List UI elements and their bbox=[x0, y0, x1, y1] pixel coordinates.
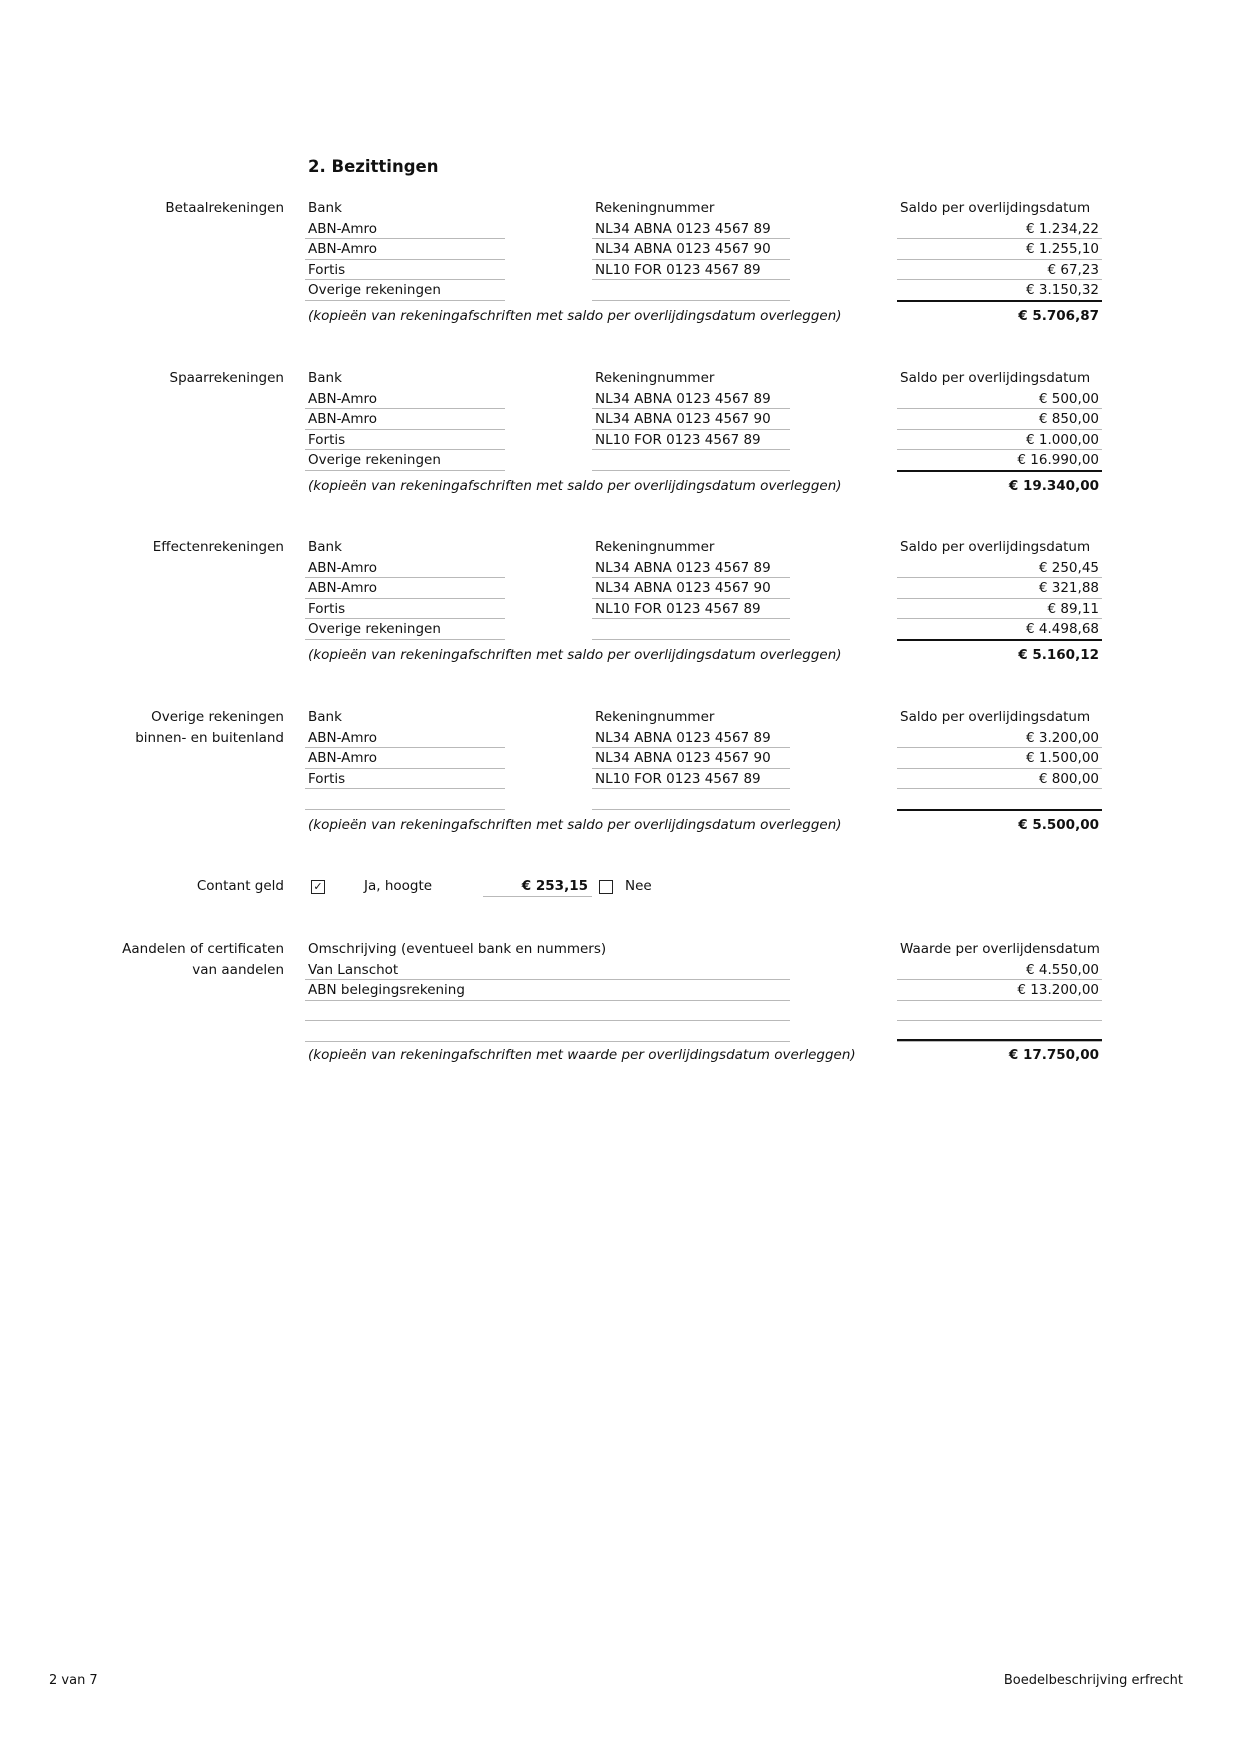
header-balance: Saldo per overlijdingsdatum bbox=[900, 539, 1091, 555]
account-number-field[interactable]: NL34 ABNA 0123 4567 90 bbox=[592, 578, 790, 599]
section-total: € 5.160,12 bbox=[1018, 647, 1099, 663]
account-number-field[interactable] bbox=[592, 450, 790, 471]
section-label-line: Betaalrekeningen bbox=[165, 200, 284, 216]
section-label-line: Overige rekeningen bbox=[151, 709, 284, 725]
share-description-field[interactable]: ABN belegingsrekening bbox=[305, 980, 790, 1001]
bank-field[interactable]: Fortis bbox=[305, 769, 505, 790]
page-number: 2 van 7 bbox=[49, 1673, 98, 1688]
bank-field[interactable]: ABN-Amro bbox=[305, 578, 505, 599]
header-bank: Bank bbox=[308, 200, 342, 216]
account-number-field[interactable] bbox=[592, 280, 790, 301]
header-bank: Bank bbox=[308, 370, 342, 386]
section-note: (kopieën van rekeningafschriften met saldo per overlijdingsdatum overleggen) bbox=[308, 647, 842, 663]
balance-field[interactable]: € 4.498,68 bbox=[897, 619, 1102, 640]
balance-field[interactable]: € 800,00 bbox=[897, 769, 1102, 790]
balance-field[interactable]: € 3.200,00 bbox=[897, 728, 1102, 749]
header-balance: Saldo per overlijdingsdatum bbox=[900, 370, 1091, 386]
account-number-field[interactable] bbox=[592, 619, 790, 640]
share-description-field[interactable]: Van Lanschot bbox=[305, 960, 790, 981]
total-rule bbox=[897, 639, 1102, 641]
account-number-field[interactable]: NL10 FOR 0123 4567 89 bbox=[592, 430, 790, 451]
account-number-field[interactable]: NL34 ABNA 0123 4567 89 bbox=[592, 389, 790, 410]
balance-field[interactable]: € 67,23 bbox=[897, 260, 1102, 281]
section-label-line: Spaarrekeningen bbox=[169, 370, 284, 386]
section-note: (kopieën van rekeningafschriften met saldo per overlijdingsdatum overleggen) bbox=[308, 478, 842, 494]
bank-field[interactable]: ABN-Amro bbox=[305, 409, 505, 430]
cash-no-label: Nee bbox=[625, 878, 652, 894]
share-description-field[interactable] bbox=[305, 1021, 790, 1042]
section-total: € 5.500,00 bbox=[1018, 817, 1099, 833]
section-title: 2. Bezittingen bbox=[308, 157, 439, 176]
header-account: Rekeningnummer bbox=[595, 709, 715, 725]
balance-field[interactable]: € 850,00 bbox=[897, 409, 1102, 430]
check-icon: ✓ bbox=[313, 880, 323, 893]
header-bank: Bank bbox=[308, 539, 342, 555]
bank-field[interactable]: ABN-Amro bbox=[305, 239, 505, 260]
balance-field[interactable]: € 1.234,22 bbox=[897, 219, 1102, 240]
total-rule bbox=[897, 809, 1102, 811]
cash-yes-checkbox[interactable] bbox=[311, 880, 325, 894]
bank-field[interactable]: Fortis bbox=[305, 599, 505, 620]
balance-field[interactable]: € 1.500,00 bbox=[897, 748, 1102, 769]
header-bank: Bank bbox=[308, 709, 342, 725]
account-number-field[interactable]: NL34 ABNA 0123 4567 90 bbox=[592, 409, 790, 430]
bank-field[interactable]: Fortis bbox=[305, 260, 505, 281]
account-number-field[interactable]: NL34 ABNA 0123 4567 90 bbox=[592, 239, 790, 260]
header-account: Rekeningnummer bbox=[595, 200, 715, 216]
balance-field[interactable] bbox=[897, 789, 1102, 810]
bank-field[interactable]: ABN-Amro bbox=[305, 219, 505, 240]
shares-label-line-2: van aandelen bbox=[192, 961, 284, 978]
bank-field[interactable]: Fortis bbox=[305, 430, 505, 451]
section-label bbox=[165, 198, 284, 219]
section-label-line: Effectenrekeningen bbox=[152, 539, 284, 555]
bank-field[interactable]: Overige rekeningen bbox=[305, 619, 505, 640]
header-balance: Saldo per overlijdingsdatum bbox=[900, 200, 1091, 216]
bank-field[interactable] bbox=[305, 789, 505, 810]
header-description: Omschrijving (eventueel bank en nummers) bbox=[308, 941, 607, 957]
section-note: (kopieën van rekeningafschriften met saldo per overlijdingsdatum overleggen) bbox=[308, 308, 842, 324]
account-number-field[interactable]: NL10 FOR 0123 4567 89 bbox=[592, 599, 790, 620]
bank-field[interactable]: ABN-Amro bbox=[305, 748, 505, 769]
section-label bbox=[135, 707, 284, 748]
header-account: Rekeningnummer bbox=[595, 539, 715, 555]
bank-field[interactable]: Overige rekeningen bbox=[305, 280, 505, 301]
balance-field[interactable]: € 321,88 bbox=[897, 578, 1102, 599]
shares-note: (kopieën van rekeningafschriften met waarde per overlijdingsdatum overleggen) bbox=[308, 1047, 856, 1063]
section-label bbox=[170, 368, 285, 389]
account-number-field[interactable]: NL34 ABNA 0123 4567 89 bbox=[592, 219, 790, 240]
section-total: € 5.706,87 bbox=[1018, 308, 1099, 324]
header-balance: Saldo per overlijdingsdatum bbox=[900, 709, 1091, 725]
bank-field[interactable]: ABN-Amro bbox=[305, 389, 505, 410]
account-number-field[interactable]: NL10 FOR 0123 4567 89 bbox=[592, 260, 790, 281]
section-total: € 19.340,00 bbox=[1008, 478, 1099, 494]
shares-label-line-1: Aandelen of certificaten bbox=[122, 941, 284, 957]
cash-amount-field[interactable]: € 253,15 bbox=[483, 876, 592, 897]
shares-total: € 17.750,00 bbox=[1008, 1047, 1099, 1063]
section-note: (kopieën van rekeningafschriften met saldo per overlijdingsdatum overleggen) bbox=[308, 817, 842, 833]
balance-field[interactable]: € 1.000,00 bbox=[897, 430, 1102, 451]
balance-field[interactable]: € 1.255,10 bbox=[897, 239, 1102, 260]
share-description-field[interactable] bbox=[305, 1001, 790, 1022]
cash-label: Contant geld bbox=[196, 878, 284, 894]
account-number-field[interactable]: NL34 ABNA 0123 4567 89 bbox=[592, 558, 790, 579]
total-rule bbox=[897, 470, 1102, 472]
balance-field[interactable]: € 16.990,00 bbox=[897, 450, 1102, 471]
cash-yes-label: Ja, hoogte bbox=[364, 878, 433, 894]
total-rule bbox=[897, 1039, 1102, 1041]
balance-field[interactable]: € 3.150,32 bbox=[897, 280, 1102, 301]
total-rule bbox=[897, 300, 1102, 302]
account-number-field[interactable] bbox=[592, 789, 790, 810]
balance-field[interactable]: € 500,00 bbox=[897, 389, 1102, 410]
account-number-field[interactable]: NL34 ABNA 0123 4567 90 bbox=[592, 748, 790, 769]
shares-label bbox=[122, 939, 284, 980]
share-value-field[interactable]: € 4.550,00 bbox=[897, 960, 1102, 981]
cash-no-checkbox[interactable] bbox=[599, 880, 613, 894]
account-number-field[interactable]: NL10 FOR 0123 4567 89 bbox=[592, 769, 790, 790]
share-value-field[interactable] bbox=[897, 1001, 1102, 1022]
bank-field[interactable]: ABN-Amro bbox=[305, 728, 505, 749]
section-label bbox=[153, 537, 284, 558]
bank-field[interactable]: ABN-Amro bbox=[305, 558, 505, 579]
balance-field[interactable]: € 250,45 bbox=[897, 558, 1102, 579]
section-label-line: binnen- en buitenland bbox=[135, 729, 284, 746]
bank-field[interactable]: Overige rekeningen bbox=[305, 450, 505, 471]
document-title: Boedelbeschrijving erfrecht bbox=[1003, 1673, 1183, 1688]
header-value: Waarde per overlijdensdatum bbox=[900, 941, 1100, 957]
account-number-field[interactable]: NL34 ABNA 0123 4567 89 bbox=[592, 728, 790, 749]
balance-field[interactable]: € 89,11 bbox=[897, 599, 1102, 620]
header-account: Rekeningnummer bbox=[595, 370, 715, 386]
share-value-field[interactable]: € 13.200,00 bbox=[897, 980, 1102, 1001]
